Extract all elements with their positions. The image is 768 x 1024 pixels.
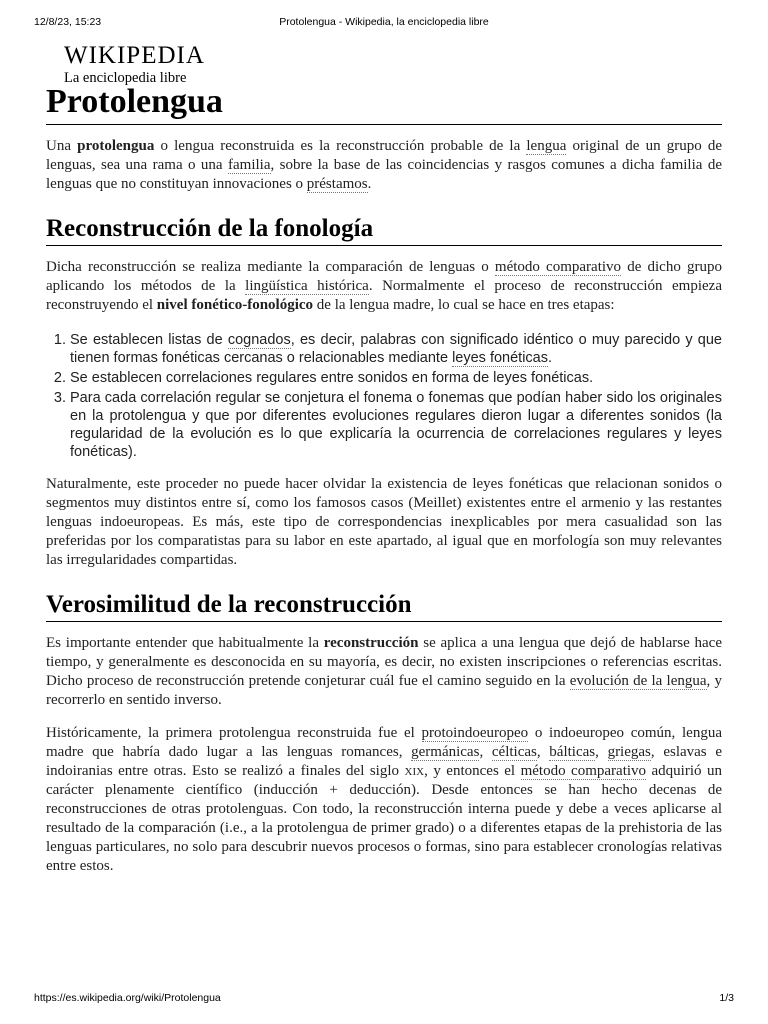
text: , eslavas e indoiranias entre otras. Esto se realizó a finales del siglo: [46, 744, 722, 779]
link-metodo-comparativo[interactable]: método comparativo: [494, 259, 622, 275]
verosimilitud-paragraph-2: [46, 724, 722, 876]
bold-term: nivel fonético-fonológico: [156, 297, 314, 313]
text: , y entonces el: [424, 763, 521, 779]
text: , es decir, palabras con significado idéntico o muy parecido y que tienen formas fonéticas cercanas o relacionables mediante: [70, 332, 723, 366]
link-celticas[interactable]: célticas: [491, 744, 537, 760]
link-linguistica-historica[interactable]: lingüística histórica: [245, 278, 369, 294]
link-prestamos[interactable]: préstamos: [306, 176, 368, 192]
print-header: [34, 16, 734, 32]
link-lengua[interactable]: lengua: [526, 138, 567, 154]
print-date: 12/8/23, 15:23: [34, 16, 102, 28]
century-numeral: xix: [404, 763, 425, 779]
text: , sobre la base de las coincidencias y rasgos comunes a dicha familia de lenguas que no constituyan innovaciones o: [46, 157, 722, 192]
bold-term: reconstrucción: [323, 635, 419, 651]
text: Dicha reconstrucción se realiza mediante la comparación de lenguas o: [46, 259, 495, 275]
text: ,: [536, 744, 550, 760]
text: se aplica a una lengua que dejó de hablarse hace tiempo, y generalmente es desconocida en su mayoría, es decir, no existen inscripciones o referencias escritas. Dicho proceso de reconstrucción pretende conjeturar cuál fue el camino seguido en la: [46, 635, 722, 689]
link-cognados[interactable]: cognados: [227, 332, 291, 348]
text: Es importante entender que habitualmente la: [46, 635, 324, 651]
fonologia-paragraph-2: Naturalmente, este proceder no puede hacer olvidar la existencia de leyes fonéticas que relacionan sonidos o segmentos muy distintos entre sí, como los famosos casos (Meillet) existentes entre el armenio y las restantes lenguas indoeuropeas. Es más, este tipo de correspondencias inexplicables por mera casualidad son las preferidas por los comparatistas para su labor en este apartado, al igual que en morfología son muy relevantes las irregularidades compartidas.: [46, 476, 722, 568]
text: Una: [46, 138, 78, 154]
section-heading-verosimilitud: Verosimilitud de la reconstrucción: [46, 590, 722, 622]
link-familia[interactable]: familia: [228, 157, 271, 173]
print-page-number: 1/3: [719, 992, 734, 1004]
link-evolucion-lengua[interactable]: evolución de la lengua: [569, 673, 707, 689]
verosimilitud-paragraph-1: [46, 634, 722, 710]
logo-tagline: La enciclopedia libre: [64, 70, 187, 86]
bold-term: protolengua: [77, 138, 155, 154]
text: de dicho grupo aplicando los métodos de la: [46, 259, 722, 294]
text: , y recorrerlo en sentido inverso.: [46, 673, 722, 708]
link-metodo-comparativo-2[interactable]: método comparativo: [520, 763, 647, 779]
text: .: [547, 350, 553, 366]
link-griegas[interactable]: griegas: [607, 744, 651, 760]
text: o indoeuropeo común, lengua madre que habría dado lugar a las lenguas romances,: [46, 725, 722, 760]
text: original de un grupo de lenguas, sea una rama o una: [46, 138, 722, 173]
link-protoindoeuropeo[interactable]: protoindoeuropeo: [421, 725, 529, 741]
print-page-title: Protolengua - Wikipedia, la enciclopedia libre: [279, 16, 489, 28]
list-item: [70, 331, 722, 367]
article-content: [46, 82, 722, 876]
print-url: https://es.wikipedia.org/wiki/Protolengua: [34, 992, 221, 1004]
logo-wordmark: WIKIPEDIA: [64, 42, 205, 69]
text: ,: [595, 744, 608, 760]
print-footer: [34, 992, 734, 1008]
fonologia-paragraph-1: [46, 258, 722, 315]
list-item: 2. Se establecen correlaciones regulares entre sonidos en forma de leyes fonéticas.: [70, 369, 722, 387]
text: de la lengua madre, lo cual se hace en tres etapas:: [313, 297, 615, 313]
wikipedia-logo[interactable]: [64, 42, 205, 86]
text: ,: [479, 744, 492, 760]
list-item: 3. Para cada correlación regular se conjetura el fonema o fonemas que podían haber sido los originales en la protolengua y que por diferentes evoluciones regulares dieron lugar a diferentes sonidos (la regularidad de la evolución es lo que explicaría la ocurrencia de correlaciones regulares y leyes fonéticas).: [70, 389, 722, 461]
article-title: Protolengua: [46, 82, 722, 125]
text: adquirió un carácter plenamente científico (inducción + deducción). Desde entonces se han hecho decenas de reconstrucciones de otras protolenguas. Con todo, la reconstrucción interna puede y debe a veces aplicarse al resultado de la comparación (i.e., a la protolengua de primer grado) o a diferentes etapas de la prehistoria de las lenguas particulares, no solo para descubrir nuevos procesos o formas, sino para establecer cronologías relativas entre estos.: [46, 763, 722, 874]
link-leyes-foneticas[interactable]: leyes fonéticas: [452, 350, 548, 366]
text: . Normalmente el proceso de reconstrucción empieza reconstruyendo el: [46, 278, 722, 313]
text: o lengua reconstruida es la reconstrucción probable de la: [154, 138, 527, 154]
text: Se establecen listas de: [70, 332, 228, 348]
link-balticas[interactable]: bálticas: [549, 744, 596, 760]
section-heading-fonologia: Reconstrucción de la fonología: [46, 214, 722, 246]
text: Históricamente, la primera protolengua reconstruida fue el: [46, 725, 422, 741]
etapas-list: [46, 331, 722, 461]
intro-paragraph: [46, 137, 722, 194]
text: .: [367, 176, 372, 192]
link-germanicas[interactable]: germánicas: [411, 744, 480, 760]
